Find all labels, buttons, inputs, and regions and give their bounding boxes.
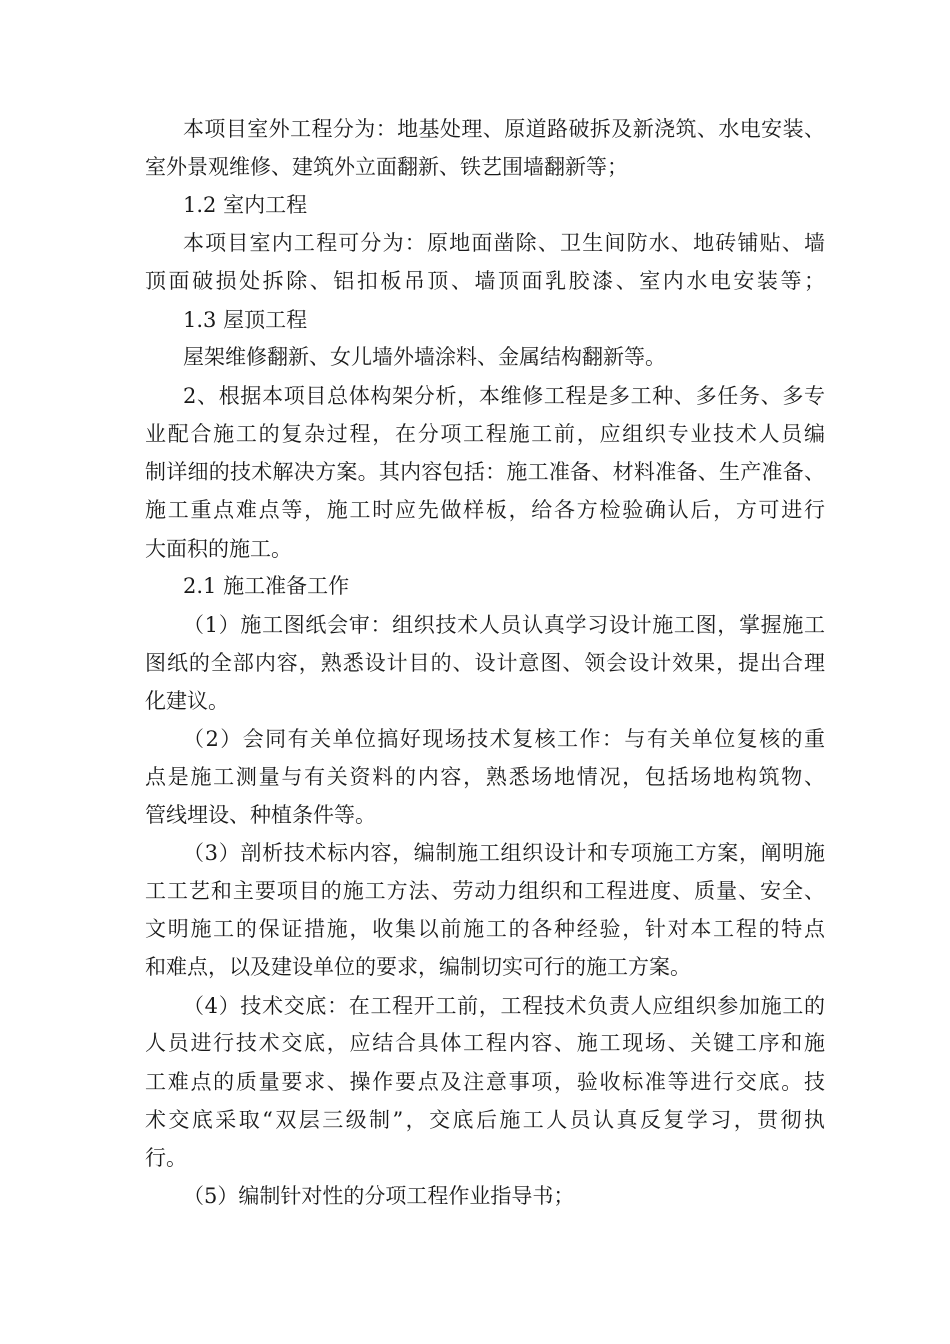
text-line: 制详细的技术解决方案。其内容包括：施工准备、材料准备、生产准备、: [145, 460, 825, 484]
text-line: 工工艺和主要项目的施工方法、劳动力组织和工程进度、质量、安全、: [145, 879, 825, 903]
text-line: （3）剖析技术标内容，编制施工组织设计和专项施工方案，阐明施: [183, 841, 825, 865]
text-line: 点是施工测量与有关资料的内容，熟悉场地情况，包括场地构筑物、: [145, 765, 825, 789]
text-line: 化建议。: [145, 689, 229, 713]
text-line: 本项目室内工程可分为：原地面凿除、卫生间防水、地砖铺贴、墙: [183, 231, 825, 255]
text-line: 2.1 施工准备工作: [183, 574, 350, 598]
text-line: 图纸的全部内容，熟悉设计目的、设计意图、领会设计效果，提出合理: [145, 651, 825, 675]
text-line: （5）编制针对性的分项工程作业指导书；: [183, 1184, 575, 1208]
text-line: 屋架维修翻新、女儿墙外墙涂料、金属结构翻新等。: [183, 345, 666, 369]
text-line: 顶面破损处拆除、铝扣板吊顶、墙顶面乳胶漆、室内水电安装等；: [145, 269, 825, 293]
text-line: 管线埋设、种植条件等。: [145, 803, 376, 827]
text-line: 文明施工的保证措施，收集以前施工的各种经验，针对本工程的特点: [145, 917, 825, 941]
text-line: 业配合施工的复杂过程，在分项工程施工前，应组织专业技术人员编: [145, 422, 825, 446]
text-line: 行。: [145, 1146, 187, 1170]
text-line: 1.3 屋顶工程: [183, 308, 308, 332]
text-line: 术交底采取“双层三级制”，交底后施工人员认真反复学习，贯彻执: [145, 1108, 825, 1132]
text-line: 本项目室外工程分为：地基处理、原道路破拆及新浇筑、水电安装、: [183, 117, 825, 141]
text-line: 工难点的质量要求、操作要点及注意事项，验收标准等进行交底。技: [145, 1070, 825, 1094]
text-line: （2）会同有关单位搞好现场技术复核工作：与有关单位复核的重: [183, 727, 825, 751]
text-line: 2、根据本项目总体构架分析，本维修工程是多工种、多任务、多专: [183, 384, 825, 408]
text-line: 室外景观维修、建筑外立面翻新、铁艺围墙翻新等；: [145, 155, 628, 179]
text-line: （1）施工图纸会审：组织技术人员认真学习设计施工图，掌握施工: [183, 613, 825, 637]
text-line: 施工重点难点等，施工时应先做样板，给各方检验确认后，方可进行: [145, 498, 825, 522]
text-line: 人员进行技术交底，应结合具体工程内容、施工现场、关键工序和施: [145, 1031, 825, 1055]
text-line: 大面积的施工。: [145, 537, 292, 561]
text-line: 1.2 室内工程: [183, 193, 308, 217]
text-line: 和难点，以及建设单位的要求，编制切实可行的施工方案。: [145, 955, 691, 979]
text-line: （4）技术交底：在工程开工前，工程技术负责人应组织参加施工的: [183, 994, 825, 1018]
